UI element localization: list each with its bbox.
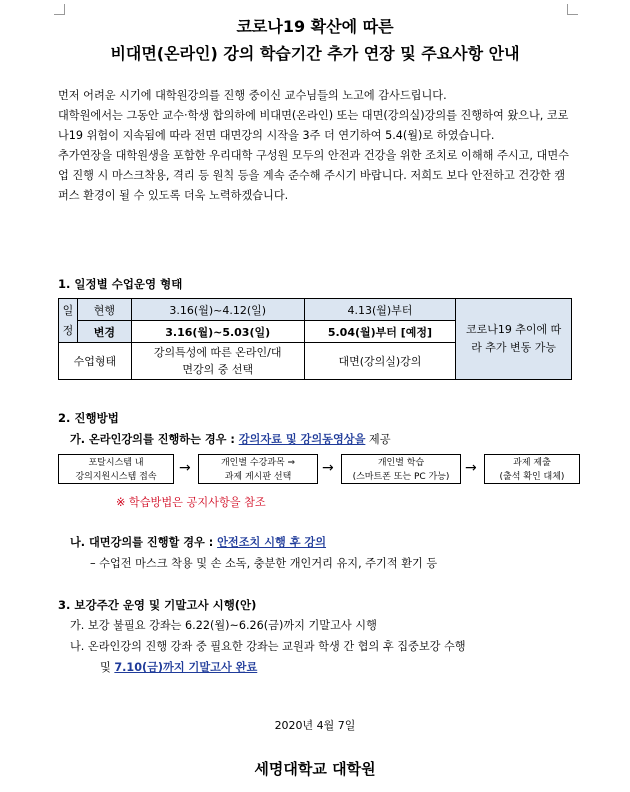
- issuer-name: 세명대학교 대학원: [254, 760, 376, 778]
- section2-heading: 2. 진행방법: [58, 411, 119, 425]
- intro-paragraph: 추가연장을 대학원생을 포함한 우리대학 구성원 모두의 안전과 건강을 위한 조치로 이해해 주시고, 대면수업 진행 시 마스크착용, 격리 등 원칙 등을 계속 준수해 주시기 바랍니다. 저희도 보다 안전하고 건강한 캠퍼스 환경이 될 수 있도록 더욱 노력하겠습니다.: [58, 149, 569, 202]
- current-period1: 3.16(월)~4.12(일): [131, 299, 304, 321]
- changed-label: 변경: [77, 321, 131, 343]
- offline-method-line: [70, 534, 326, 550]
- flow-arrow-icon: →: [179, 460, 191, 476]
- online-highlight: 강의자료 및 강의동영상을: [238, 433, 366, 446]
- intro-text: [58, 86, 574, 206]
- document-title-line2: 비대면(온라인) 강의 학습기간 추가 연장 및 주요사항 안내: [110, 44, 520, 63]
- section3-item2: 나. 온라인강의 진행 강좌 중 필요한 강좌는 교원과 학생 간 협의 후 집중보강 수행: [70, 640, 466, 653]
- intro-paragraph: 대학원에서는 그동안 교수·학생 합의하에 비대면(온라인) 또는 대면(강의실)강의를 진행하여 왔으나, 코로나19 위험이 지속됨에 따라 전면 대면강의 시작을 3주 더 연기하여 5.4(월)로 하였습니다.: [58, 109, 569, 142]
- changed-period2: 5.04(월)부터 [예정]: [304, 321, 456, 343]
- section3-heading: 3. 보강주간 운영 및 기말고사 시행(안): [58, 598, 257, 612]
- flow-step: 과제 제출 (출석 확인 대체): [484, 454, 580, 484]
- schedule-table: [58, 298, 572, 380]
- intro-paragraph: 먼저 어려운 시기에 대학원강의를 진행 중이신 교수님들의 노고에 감사드립니다.: [58, 89, 447, 102]
- section3-item2-cont: 및 7.10(금)까지 기말고사 완료: [100, 661, 258, 674]
- online-suffix: 제공: [365, 433, 391, 446]
- schedule-note: 코로나19 추이에 따라 추가 변동 가능: [456, 299, 572, 380]
- online-method-line: [70, 431, 391, 447]
- flow-arrow-icon: →: [322, 460, 334, 476]
- flow-arrow-icon: →: [465, 460, 477, 476]
- current-period2: 4.13(월)부터: [304, 299, 456, 321]
- form-label: 수업형태: [59, 343, 132, 380]
- flow-step: 개인별 학습 (스마트폰 또는 PC 가능): [341, 454, 461, 484]
- form-option2: 대면(강의실)강의: [304, 343, 456, 380]
- document-date: 2020년 4월 7일: [274, 719, 356, 732]
- online-prefix: 가. 온라인강의를 진행하는 경우 :: [70, 433, 239, 446]
- flow-step: 포탈시스템 내 강의지원시스템 접속: [58, 454, 174, 484]
- flow-step: 개인별 수강과목 ⇒ 과제 게시판 선택: [198, 454, 318, 484]
- offline-highlight: 안전조치 시행 후 강의: [217, 536, 327, 549]
- section3-item1: 가. 보강 불필요 강좌는 6.22(월)~6.26(금)까지 기말고사 시행: [70, 619, 377, 632]
- changed-period1: 3.16(월)~5.03(일): [131, 321, 304, 343]
- offline-prefix: 나. 대면강의를 진행할 경우 :: [70, 536, 218, 549]
- current-label: 현행: [77, 299, 131, 321]
- method-note: ※ 학습방법은 공지사항을 참조: [116, 496, 266, 509]
- form-option1: 강의특성에 따른 온라인/대면강의 중 선택: [131, 343, 304, 380]
- final-exam-deadline: 7.10(금)까지 기말고사 완료: [114, 661, 258, 674]
- document-title-line1: 코로나19 확산에 따른: [236, 17, 394, 36]
- schedule-label: 일정: [59, 299, 78, 343]
- offline-detail: – 수업전 마스크 착용 및 손 소독, 충분한 개인거리 유지, 주기적 환기 등: [90, 557, 438, 570]
- section1-heading: 1. 일정별 수업운영 형태: [58, 277, 183, 291]
